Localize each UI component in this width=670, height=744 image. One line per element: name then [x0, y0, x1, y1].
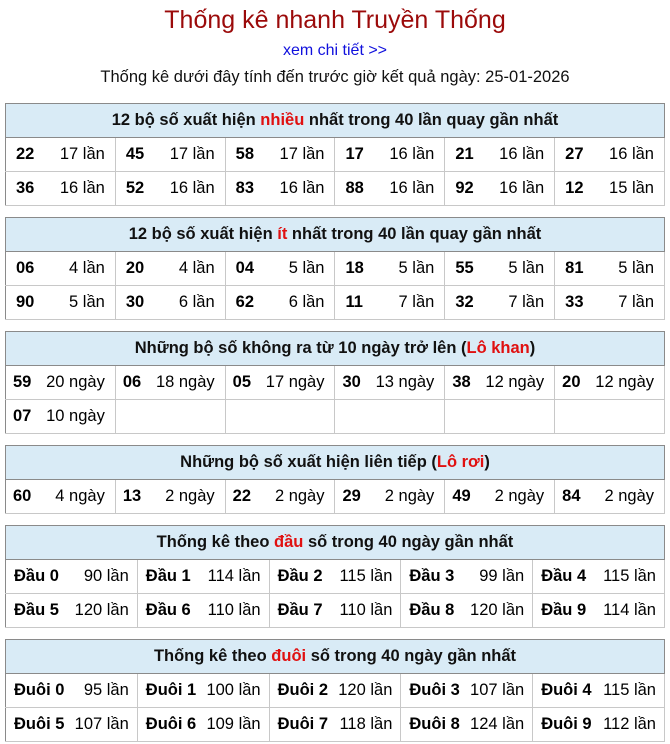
stat-count: 12 ngày: [485, 373, 545, 391]
stat-cell: [6, 366, 116, 400]
stat-count: 120 lần: [74, 601, 129, 619]
stat-count: 115 lần: [603, 567, 656, 585]
stat-number: 52: [125, 179, 145, 197]
section-header: [6, 332, 665, 366]
stat-count: 17 lần: [169, 145, 215, 163]
header-text: nhất trong 40 lần quay gần nhất: [287, 225, 542, 243]
stat-number: Đầu 3: [409, 567, 455, 585]
stat-count: 109 lần: [206, 715, 261, 733]
header-highlight: ít: [277, 225, 288, 243]
section-header: [6, 526, 665, 560]
stat-cell: [445, 252, 555, 286]
header-text: Thống kê theo: [156, 533, 275, 551]
stat-count: 2 ngày: [384, 487, 435, 505]
stat-number: 13: [122, 487, 142, 505]
stat-cell: [445, 138, 555, 172]
stat-count: 16 lần: [389, 145, 435, 163]
stat-count: 7 lần: [508, 293, 545, 311]
stat-cell: [335, 286, 445, 320]
stat-count: 120 lần: [338, 681, 393, 699]
header-highlight: đầu: [274, 533, 304, 551]
stat-cell: [555, 252, 665, 286]
stat-number: 05: [232, 373, 252, 391]
stat-number: Đuôi 2: [277, 681, 329, 699]
stat-cell: [533, 708, 665, 742]
stat-count: 10 ngày: [46, 407, 105, 425]
stat-number: Đuôi 5: [14, 715, 65, 733]
stat-number: 92: [455, 179, 474, 197]
stat-number: Đuôi 4: [541, 681, 592, 699]
stat-count: 5 lần: [398, 259, 435, 277]
stat-cell: [6, 172, 116, 206]
stat-cell: [401, 674, 533, 708]
stat-cell: [225, 400, 335, 434]
stat-cell: [401, 594, 533, 628]
stat-cell: [137, 708, 269, 742]
stat-number: 59: [13, 373, 32, 391]
stat-cell: [533, 594, 665, 628]
stat-number: 88: [345, 179, 364, 197]
stat-number: 18: [345, 259, 364, 277]
stats-date-note: Thống kê dưới đây tính đến trước giờ kết quả ngày: 25-01-2026: [100, 68, 570, 86]
stat-number: 60: [13, 487, 32, 505]
page-title: Thống kê nhanh Truyền Thống: [164, 6, 506, 34]
table-row: [6, 172, 665, 206]
stat-count: 7 lần: [618, 293, 654, 311]
stat-count: 16 lần: [169, 179, 215, 197]
dau-stats-table: [5, 525, 665, 628]
section-header: [6, 640, 665, 674]
stat-number: 04: [235, 259, 255, 277]
stat-number: 84: [562, 487, 581, 505]
stat-cell: [115, 252, 225, 286]
stat-number: Đầu 1: [145, 567, 191, 585]
stat-number: Đầu 8: [409, 601, 455, 619]
header-text: số trong 40 ngày gần nhất: [303, 533, 514, 551]
header-highlight: đuôi: [271, 647, 307, 665]
stat-cell: [269, 708, 401, 742]
stat-count: 120 lần: [470, 601, 525, 619]
stat-count: 7 lần: [398, 293, 435, 311]
stat-count: 100 lần: [206, 681, 261, 699]
stat-cell: [225, 138, 335, 172]
stat-cell: [225, 480, 335, 514]
stat-count: 4 lần: [178, 259, 215, 277]
header-highlight: Lô rơi: [436, 453, 485, 471]
stat-number: Đuôi 0: [14, 681, 65, 699]
stat-count: 16 lần: [499, 179, 545, 197]
stat-number: 90: [16, 293, 35, 311]
stat-number: Đầu 4: [541, 567, 587, 585]
header-highlight: nhiều: [260, 111, 305, 129]
stat-number: 38: [452, 373, 471, 391]
table-row: [6, 674, 665, 708]
stat-number: Đuôi 6: [145, 715, 197, 733]
stat-number: Đầu 0: [14, 567, 59, 585]
stat-cell: [335, 366, 445, 400]
stat-cell: [115, 366, 225, 400]
table-row: [6, 252, 665, 286]
header-text: 12 bộ số xuất hiện: [128, 225, 278, 243]
stat-number: 11: [345, 293, 363, 311]
stat-number: 12: [565, 179, 584, 197]
stat-count: 2 ngày: [274, 487, 325, 505]
stat-number: 81: [565, 259, 584, 277]
stat-cell: [445, 480, 555, 514]
stat-count: 18 ngày: [155, 373, 215, 391]
stat-count: 99 lần: [479, 567, 525, 585]
table-row: [6, 594, 665, 628]
stat-number: 06: [122, 373, 142, 391]
view-details-link[interactable]: xem chi tiết >>: [282, 42, 388, 59]
stat-cell: [115, 286, 225, 320]
stat-count: 118 lần: [339, 715, 393, 733]
stat-cell: [533, 560, 665, 594]
stat-count: 6 lần: [288, 293, 325, 311]
stat-cell: [269, 594, 401, 628]
stat-cell: [445, 366, 555, 400]
stat-cell: [115, 172, 225, 206]
stat-count: 15 lần: [609, 179, 654, 197]
stat-number: 62: [235, 293, 255, 311]
stat-count: 17 lần: [279, 145, 325, 163]
stat-count: 16 lần: [609, 145, 654, 163]
header-text: ): [484, 453, 490, 471]
stat-cell: [6, 286, 116, 320]
stat-cell: [115, 400, 225, 434]
header-text: số trong 40 ngày gần nhất: [306, 647, 517, 665]
stat-count: 107 lần: [74, 715, 129, 733]
stat-count: 12 ngày: [595, 373, 654, 391]
stat-number: 36: [16, 179, 35, 197]
stat-count: 110 lần: [339, 601, 393, 619]
stat-count: 17 lần: [59, 145, 105, 163]
stat-cell: [555, 400, 665, 434]
table-row: [6, 480, 665, 514]
stat-number: 83: [235, 179, 255, 197]
stat-count: 20 ngày: [46, 373, 105, 391]
stat-number: 20: [125, 259, 145, 277]
stat-number: 33: [565, 293, 584, 311]
duoi-stats-table: [5, 639, 665, 742]
stat-cell: [335, 400, 445, 434]
stat-number: Đuôi 1: [145, 681, 197, 699]
header-text: 12 bộ số xuất hiện: [111, 111, 261, 129]
stat-cell: [335, 252, 445, 286]
stat-count: 13 ngày: [375, 373, 435, 391]
table-row: [6, 286, 665, 320]
stat-cell: [6, 252, 116, 286]
stat-cell: [401, 708, 533, 742]
stat-cell: [445, 286, 555, 320]
stat-count: 5 lần: [618, 259, 654, 277]
stat-number: 22: [16, 145, 35, 163]
most-frequent-table: [5, 103, 665, 206]
stat-count: 2 ngày: [165, 487, 215, 505]
stat-cell: [137, 674, 269, 708]
stat-number: 32: [455, 293, 474, 311]
stat-cell: [335, 172, 445, 206]
stat-number: Đuôi 9: [541, 715, 592, 733]
stat-number: 29: [342, 487, 361, 505]
stat-cell: [6, 674, 138, 708]
stat-count: 16 lần: [499, 145, 545, 163]
header-text: ): [529, 339, 536, 357]
stat-cell: [555, 480, 665, 514]
stat-count: 114 lần: [603, 601, 656, 619]
stat-number: 30: [342, 373, 361, 391]
section-header: [6, 104, 665, 138]
table-row: [6, 366, 665, 400]
stat-number: Đầu 9: [541, 601, 587, 619]
stat-cell: [555, 138, 665, 172]
stat-cell: [6, 708, 138, 742]
header-text: Thống kê theo: [153, 647, 272, 665]
stat-cell: [445, 400, 555, 434]
stat-cell: [555, 366, 665, 400]
header-highlight: Lô khan: [466, 339, 530, 357]
stat-cell: [137, 594, 269, 628]
least-frequent-table: [5, 217, 665, 320]
stat-number: 21: [455, 145, 474, 163]
stat-number: Đầu 2: [277, 567, 323, 585]
section-header: [6, 218, 665, 252]
stat-number: 45: [125, 145, 145, 163]
stat-cell: [6, 594, 138, 628]
stat-number: 30: [125, 293, 145, 311]
stat-cell: [555, 172, 665, 206]
stat-count: 16 lần: [389, 179, 435, 197]
stat-count: 16 lần: [279, 179, 325, 197]
stat-number: 49: [452, 487, 471, 505]
table-row: [6, 138, 665, 172]
stat-count: 115 lần: [603, 681, 656, 699]
stat-count: 124 lần: [470, 715, 525, 733]
stat-count: 17 ngày: [265, 373, 325, 391]
stat-count: 110 lần: [207, 601, 261, 619]
stat-cell: [225, 252, 335, 286]
stat-number: Đuôi 7: [277, 715, 329, 733]
stat-number: 07: [13, 407, 32, 425]
stat-count: 16 lần: [59, 179, 105, 197]
stat-number: 17: [345, 145, 364, 163]
stat-count: 6 lần: [178, 293, 215, 311]
stat-cell: [555, 286, 665, 320]
stat-count: 2 ngày: [494, 487, 545, 505]
stat-count: 95 lần: [83, 681, 129, 699]
stat-count: 115 lần: [339, 567, 393, 585]
stat-cell: [225, 366, 335, 400]
stat-count: 5 lần: [508, 259, 545, 277]
stat-count: 5 lần: [69, 293, 105, 311]
stat-number: 55: [455, 259, 474, 277]
stat-number: 20: [562, 373, 581, 391]
header-text: Những bộ số xuất hiện liên tiếp (: [180, 453, 437, 471]
stat-cell: [269, 560, 401, 594]
stat-count: 4 ngày: [55, 487, 105, 505]
stat-cell: [6, 400, 116, 434]
lo-roi-table: [5, 445, 665, 514]
stat-count: 2 ngày: [604, 487, 654, 505]
stat-cell: [6, 138, 116, 172]
stat-count: 5 lần: [288, 259, 325, 277]
stat-number: Đuôi 8: [409, 715, 460, 733]
stat-cell: [533, 674, 665, 708]
stat-number: 27: [565, 145, 584, 163]
stat-cell: [335, 138, 445, 172]
stat-number: 06: [16, 259, 35, 277]
stat-count: 90 lần: [83, 567, 129, 585]
stat-cell: [445, 172, 555, 206]
table-row: [6, 400, 665, 434]
stat-cell: [225, 172, 335, 206]
stat-cell: [225, 286, 335, 320]
stat-cell: [6, 480, 116, 514]
section-header: [6, 446, 665, 480]
stat-count: 112 lần: [603, 715, 656, 733]
stat-cell: [6, 560, 138, 594]
table-row: [6, 708, 665, 742]
stat-cell: [137, 560, 269, 594]
stat-number: Đầu 7: [277, 601, 323, 619]
stat-cell: [269, 674, 401, 708]
header-text: nhất trong 40 lần quay gần nhất: [304, 111, 559, 129]
stat-cell: [401, 560, 533, 594]
stat-number: Đuôi 3: [409, 681, 460, 699]
header-text: Những bộ số không ra từ 10 ngày trở lên (: [134, 339, 467, 357]
lo-khan-table: [5, 331, 665, 434]
stat-count: 4 lần: [69, 259, 105, 277]
stat-number: Đầu 6: [145, 601, 191, 619]
stat-number: Đầu 5: [14, 601, 59, 619]
table-row: [6, 560, 665, 594]
stat-cell: [335, 480, 445, 514]
stat-number: 58: [235, 145, 255, 163]
stat-number: 22: [232, 487, 252, 505]
stat-cell: [115, 138, 225, 172]
stat-count: 114 lần: [207, 567, 261, 585]
stat-cell: [115, 480, 225, 514]
stat-count: 107 lần: [470, 681, 525, 699]
